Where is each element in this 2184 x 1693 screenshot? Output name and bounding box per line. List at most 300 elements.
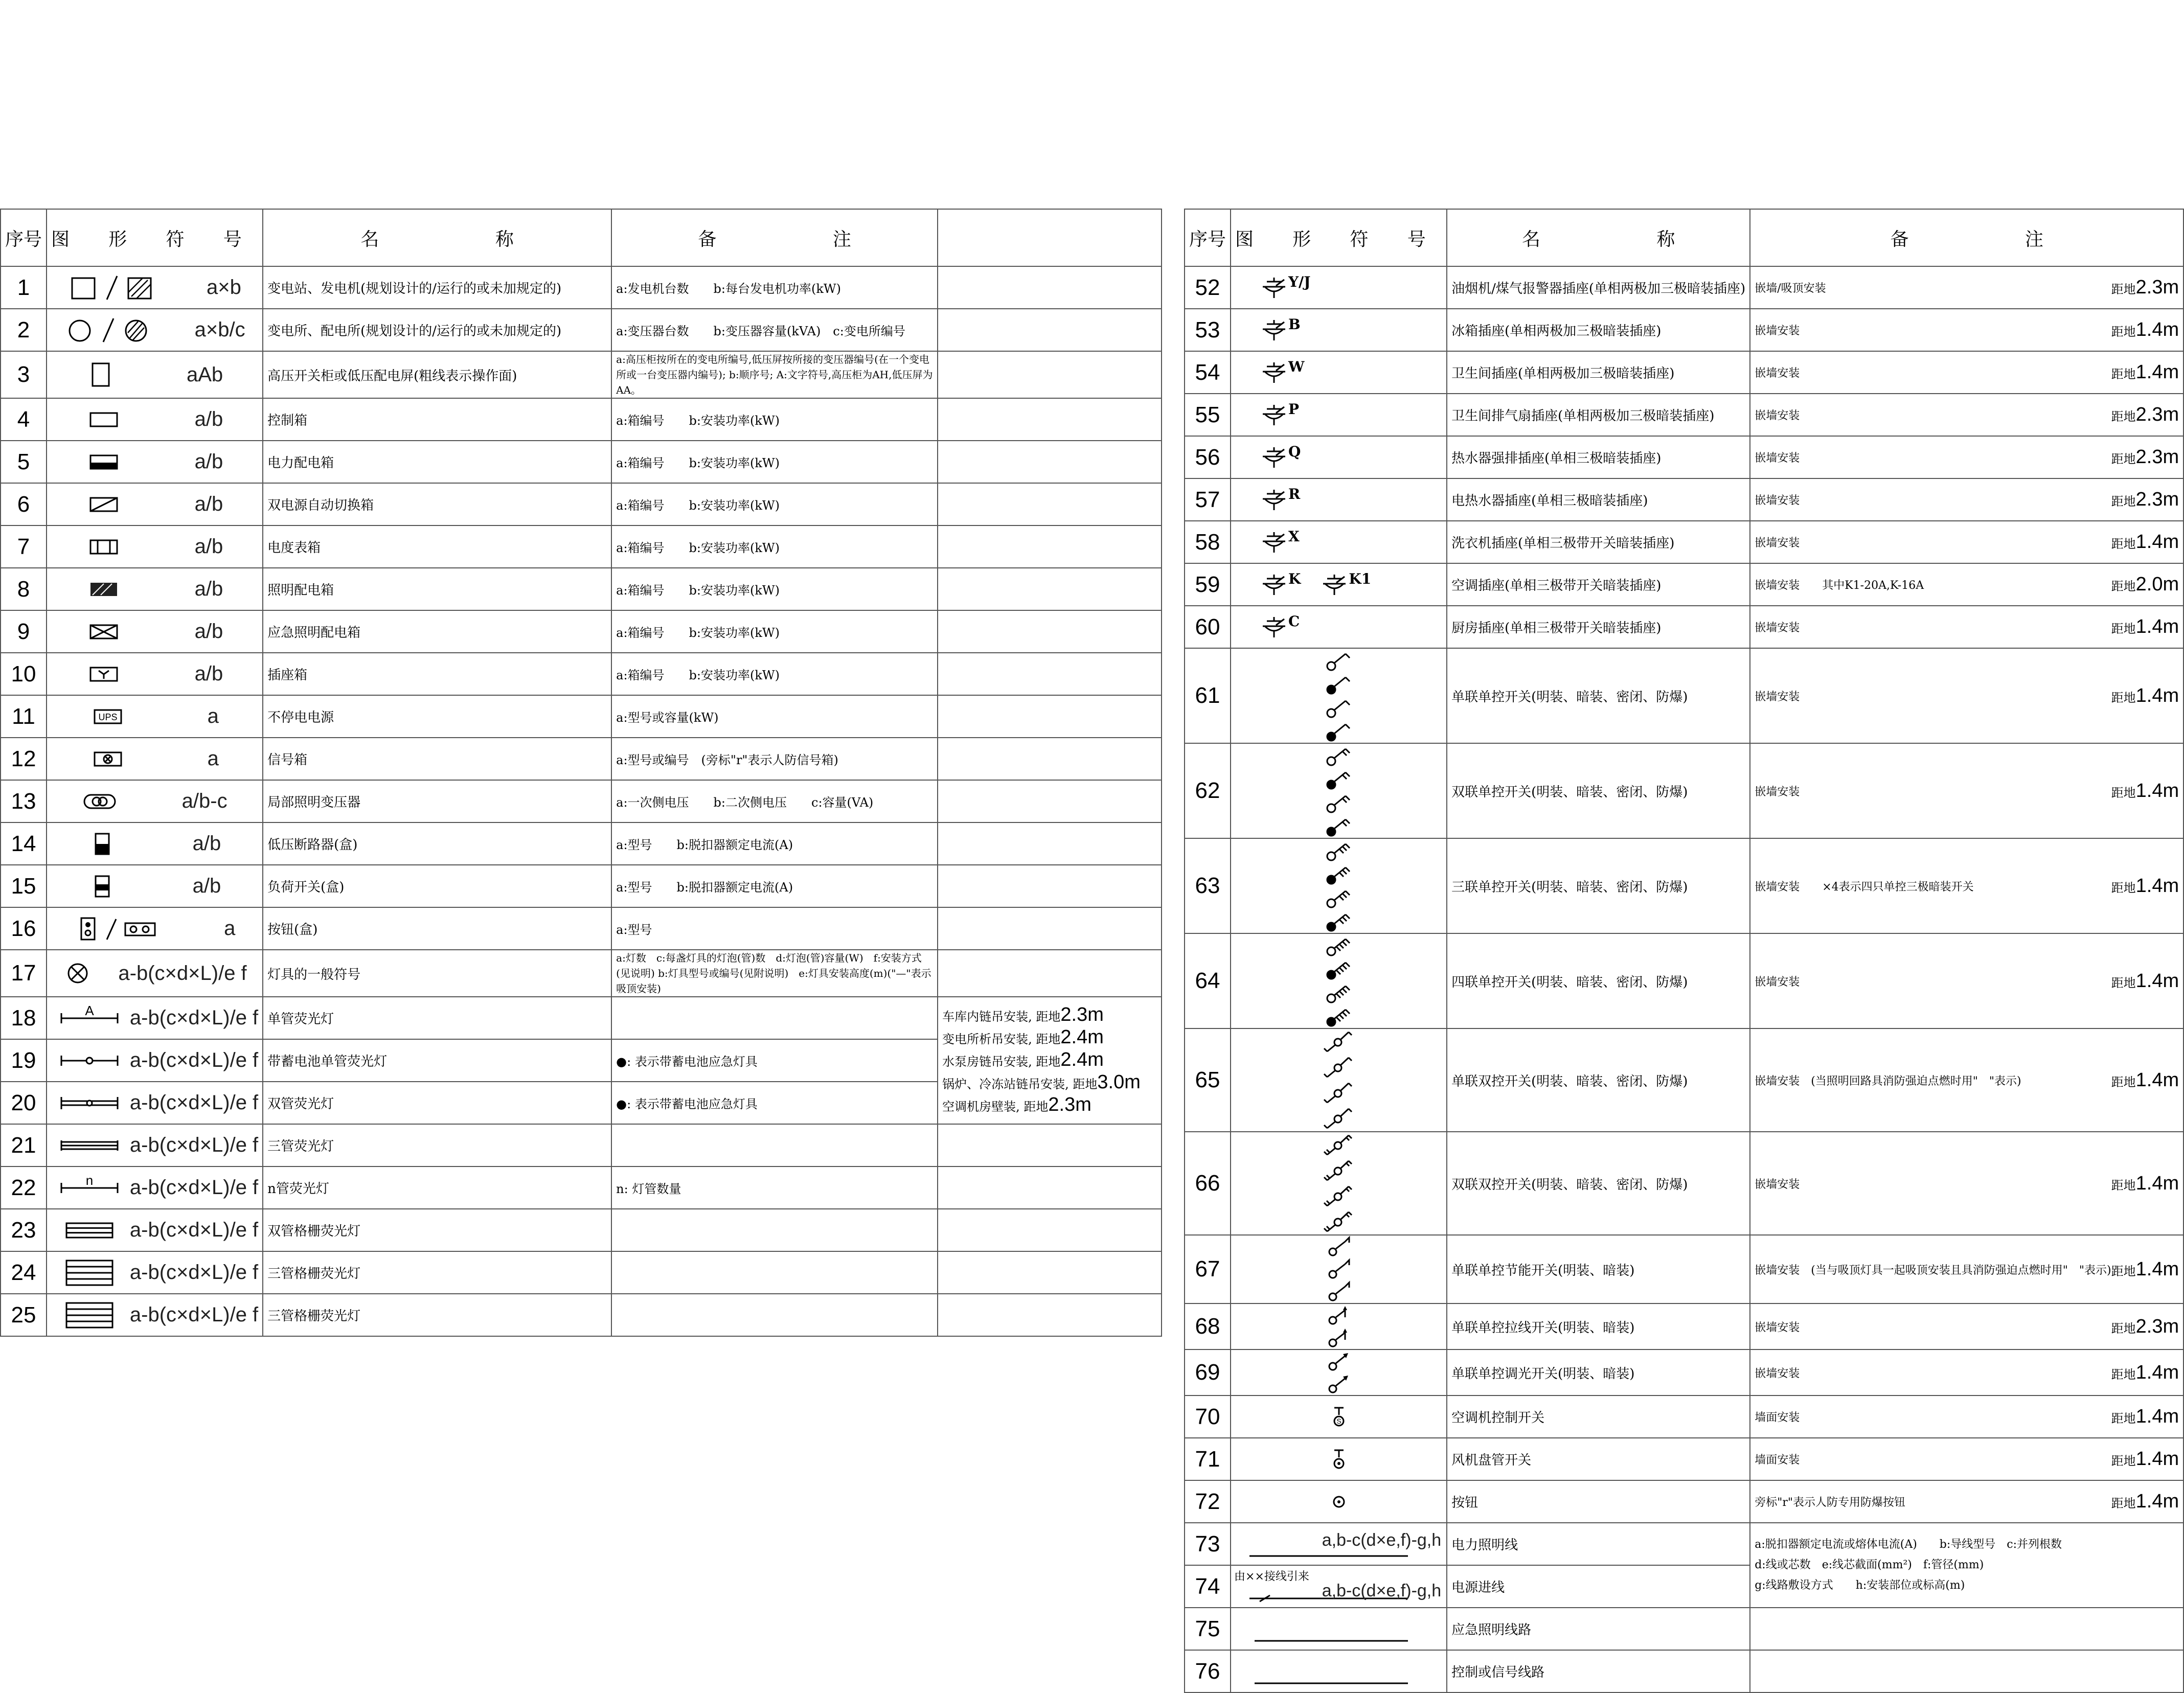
table-row [1185,1235,2183,1303]
item-note: a:一次侧电压 b:二次侧电压 c:容量(VA) [611,780,938,822]
empty-cell [938,525,1162,568]
energy-saving-switch-icon [1326,1236,1352,1303]
item-name: 四联单控开关(明装、暗装、密闭、防爆) [1447,933,1750,1028]
install-height: 距地1.4m [2111,970,2179,992]
row-number: 55 [1185,394,1231,436]
install-height: 距地1.4m [2111,1172,2179,1194]
socket-tag: W [1288,358,1305,375]
table-row [1185,563,2183,606]
row-number: 8 [1,568,47,610]
symbol-cell [1231,1132,1447,1235]
symbol-code: aAb [186,363,223,386]
row-number: 15 [1,865,47,907]
install-method: 嵌墙安装 ×4表示四只单控三极暗装开关 [1755,880,1974,894]
item-name: 厨房插座(单相三极带开关暗装插座) [1447,606,1750,648]
item-note [1750,1303,2183,1349]
table-row [1185,266,2183,309]
item-note [1750,1349,2183,1395]
mounting-note-text: 变电所析吊安装, 距地 [942,1032,1061,1046]
item-name: 单联单控开关(明装、暗装、密闭、防爆) [1447,648,1750,743]
table-row [1185,394,2183,436]
item-name: 应急照明配电箱 [263,610,611,653]
socket-tag: P [1288,401,1300,418]
empty-cell [938,1209,1162,1251]
symbol-code: a/b [194,620,223,643]
mounting-note-value: 2.3m [1048,1093,1091,1115]
symbol-code: a/b [192,832,221,855]
install-height: 距地1.4m [2111,1491,2179,1512]
empty-cell [938,1294,1162,1336]
row-number: 63 [1185,838,1231,933]
mounting-note-line [942,1004,1157,1027]
item-name: 风机盘管开关 [1447,1438,1750,1480]
item-note [1750,838,2183,933]
install-height: 距地1.4m [2111,780,2179,802]
symbol-cell [47,1039,263,1082]
item-note: a:变压器台数 b:变压器容量(kVA) c:变电所编号 [611,309,938,351]
install-height: 距地2.3m [2111,277,2179,298]
symbol-cell [1231,1523,1447,1565]
item-name: 双联双控开关(明装、暗装、密闭、防爆) [1447,1132,1750,1235]
switch-3-icon [1325,839,1353,933]
symbol-cell [47,1166,263,1209]
socket-icon [1260,318,1289,342]
empty-cell [1750,1650,2183,1692]
row-number: 75 [1185,1608,1231,1650]
install-height: 距地1.4m [2111,875,2179,897]
row-number: 71 [1185,1438,1231,1480]
install-height: 距地1.4m [2111,361,2179,383]
table-row [1185,1395,2183,1438]
svg-text:n: n [85,1172,94,1188]
item-note [1750,743,2183,838]
install-method: 嵌墙安装 (当照明回路具消防强迫点燃时用" "表示) [1755,1074,2021,1088]
double-grille-fluorescent-icon [51,1216,128,1245]
row-number: 67 [1185,1235,1231,1303]
symbol-cell [47,1209,263,1251]
row-number: 4 [1,398,47,441]
item-name: 空调机控制开关 [1447,1395,1750,1438]
mounting-note-value: 3.0m [1097,1071,1141,1093]
table-row [1,1166,1162,1209]
table-row [1185,1132,2183,1235]
install-height: 距地1.4m [2111,1069,2179,1091]
empty-cell [938,266,1162,309]
empty-cell [938,483,1162,525]
symbol-code: a/b [194,662,223,685]
item-note: a:型号 b:脱扣器额定电流(A) [611,822,938,865]
item-note [1750,394,2183,436]
symbol-cell [47,309,263,351]
wire-note-line: d:线或芯数 e:线芯截面(mm²) f:管径(mm) [1755,1559,1984,1571]
item-note: ●: 表示带蓄电池应急灯具 [611,1039,938,1082]
symbol-code: a/b [192,875,221,897]
symbol-code: a/b [194,493,223,515]
item-note [1750,1438,2183,1480]
table-row [1,398,1162,441]
item-name: 电力配电箱 [263,441,611,483]
row-number: 72 [1185,1480,1231,1523]
row-number: 61 [1185,648,1231,743]
symbol-code: a-b(c×d×L)/e f [129,1091,259,1114]
symbol-code: a [207,747,219,770]
symbol-code: a-b(c×d×L)/e f [129,1006,259,1029]
item-note: a:高压柜按所在的变电所编号,低压屏按所接的变压器编号(在一个变电所或一台变压器内编号); b:顺序号; A:文字符号,高压柜为AH,低压屏为AA。 [611,351,938,398]
symbol-cell [1231,933,1447,1028]
high-voltage-cabinet-icon [86,362,114,387]
item-note [1750,1132,2183,1235]
table-row [1185,1349,2183,1395]
row-number: 6 [1,483,47,525]
symbol-cell [47,865,263,907]
symbol-code: a-b(c×d×L)/e f [129,1134,259,1156]
item-note: a:型号 b:脱扣器额定电流(A) [611,865,938,907]
symbol-code: a×b/c [194,318,245,341]
install-method: 嵌墙安装 [1755,325,1800,337]
symbol-code: a×b [206,276,241,299]
item-name: 应急照明线路 [1447,1608,1750,1650]
install-height: 距地2.3m [2111,1315,2179,1337]
table-row [1185,1028,2183,1132]
install-method: 嵌墙安装 [1755,1178,1800,1191]
item-note: a:型号 [611,907,938,950]
item-note: ●: 表示带蓄电池应急灯具 [611,1082,938,1124]
empty-cell [938,738,1162,780]
table-row [1,266,1162,309]
dimmer-switch-icon [1326,1350,1352,1395]
item-note [1750,648,2183,743]
item-note [1750,309,2183,351]
table-row [1185,838,2183,933]
row-number: 11 [1,695,47,738]
item-name: 单联单控节能开关(明装、暗装) [1447,1235,1750,1303]
symbol-cell [47,907,263,950]
symbol-code: a/b [194,535,223,558]
item-name: 负荷开关(盒) [263,865,611,907]
symbol-cell [1231,1349,1447,1395]
item-note: a:型号或容量(kW) [611,695,938,738]
symbol-cell [47,568,263,610]
wire-label-note [1750,1523,2183,1608]
item-note [1750,606,2183,648]
fluorescent-mounting-note [938,997,1162,1124]
row-number: 54 [1185,351,1231,394]
row-number: 62 [1185,743,1231,838]
header-symbol: 图 形 符 号 [47,209,263,266]
item-name: 洗衣机插座(单相三极带开关暗装插座) [1447,521,1750,563]
pull-switch-icon [1326,1304,1352,1349]
svg-text:UPS: UPS [98,712,118,722]
empty-cell [938,398,1162,441]
table-row [1,1209,1162,1251]
symbol-cell [47,1124,263,1166]
socket-icon [1260,445,1289,470]
item-note [611,1294,938,1336]
symbol-cell [1231,1650,1447,1692]
mounting-note-value: 2.4m [1060,1048,1104,1070]
table-row [1,738,1162,780]
row-number: 12 [1,738,47,780]
control-signal-line-icon [1239,1673,1418,1690]
symbol-cell [47,1251,263,1294]
item-name: 电度表箱 [263,525,611,568]
item-name: 电源进线 [1447,1565,1750,1608]
row-number: 17 [1,950,47,997]
table-row [1,568,1162,610]
item-note: a:箱编号 b:安装功率(kW) [611,610,938,653]
mounting-note-value: 2.3m [1060,1003,1104,1025]
low-voltage-breaker-icon [88,832,116,856]
lamp-general-icon [62,960,93,986]
emergency-lighting-box-icon [86,621,122,643]
table-row [1,780,1162,822]
row-number: 65 [1185,1028,1231,1132]
symbol-cell [1231,743,1447,838]
install-height: 距地2.0m [2111,574,2179,595]
row-number: 13 [1,780,47,822]
item-note [1750,1480,2183,1523]
socket-tag: K1 [1349,570,1372,587]
row-number: 64 [1185,933,1231,1028]
mounting-note-line [942,1072,1157,1094]
table-row [1185,436,2183,478]
table-row [1185,648,2183,743]
symbol-cell [1231,648,1447,743]
item-name: 控制箱 [263,398,611,441]
mounting-note-text: 锅炉、冷冻站链吊安装, 距地 [942,1077,1098,1091]
local-lighting-transformer-icon [82,791,118,812]
empty-cell [938,1166,1162,1209]
item-note [611,1209,938,1251]
two-way-switch-icon [1324,1029,1354,1131]
row-number: 5 [1,441,47,483]
symbol-cell [47,610,263,653]
table-row [1185,933,2183,1028]
install-method: 嵌墙安装 [1755,690,1800,703]
install-method: 嵌墙安装 [1755,785,1800,798]
header-symbol: 图 形 符 号 [1231,209,1447,266]
ac-control-switch-icon [1325,1406,1353,1428]
symbol-cell [47,266,263,309]
table-row [1185,606,2183,648]
table-row [1185,1438,2183,1480]
table-row [1,610,1162,653]
item-name: 三管荧光灯 [263,1124,611,1166]
install-height: 距地1.4m [2111,684,2179,706]
socket-box-icon [86,664,122,685]
item-name: n管荧光灯 [263,1166,611,1209]
empty-cell [1750,1608,2183,1650]
symbol-cell [1231,606,1447,648]
empty-cell [938,780,1162,822]
table-row [1,695,1162,738]
row-number: 76 [1185,1650,1231,1692]
symbol-cell [47,351,263,398]
load-switch-icon [88,874,116,899]
double-two-way-switch-icon [1324,1132,1354,1234]
mounting-note-text: 车库内链吊安装, 距地 [942,1009,1061,1024]
empty-cell [938,950,1162,997]
substation-circle-icon [64,316,167,344]
header-num: 序号 [1185,209,1231,266]
switch-4-icon [1325,934,1353,1028]
table-row [1,1124,1162,1166]
symbol-cell [1231,521,1447,563]
header-num: 序号 [1,209,47,266]
header-note: 备 注 [611,209,938,266]
install-height: 距地1.4m [2111,319,2179,340]
item-name: 双管荧光灯 [263,1082,611,1124]
install-method: 墙面安装 [1755,1411,1800,1424]
double-fluorescent-icon [51,1089,128,1117]
item-name: 灯具的一般符号 [263,950,611,997]
symbol-cell [1231,309,1447,351]
install-method: 嵌墙安装 [1755,975,1800,989]
item-note: a:箱编号 b:安装功率(kW) [611,441,938,483]
row-number: 57 [1185,478,1231,521]
symbol-cell [1231,1395,1447,1438]
button-box-icon [74,916,176,942]
switch-1-icon [1325,649,1353,743]
push-button-icon [1325,1491,1353,1513]
item-note [1750,436,2183,478]
row-number: 25 [1,1294,47,1336]
row-number: 58 [1185,521,1231,563]
empty-cell [938,1124,1162,1166]
row-number: 60 [1185,606,1231,648]
row-number: 69 [1185,1349,1231,1395]
symbol-cell [47,441,263,483]
item-name: 变电站、发电机(规划设计的/运行的或未加规定的) [263,266,611,309]
symbol-code: a [207,705,219,727]
item-note [1750,266,2183,309]
symbol-code: a-b(c×d×L)/e f [129,1303,259,1326]
row-number: 10 [1,653,47,695]
install-height: 距地1.4m [2111,531,2179,553]
item-note: a:箱编号 b:安装功率(kW) [611,398,938,441]
symbol-cell [47,695,263,738]
symbol-cell [47,950,263,997]
table-row [1,907,1162,950]
item-name: 油烟机/煤气报警器插座(单相两极加三极暗装插座) [1447,266,1750,309]
right-table-body [1185,266,2183,1692]
wire-note-line: g:线路敷设方式 h:安装部位或标高(m) [1755,1579,1965,1592]
item-name: 不停电电源 [263,695,611,738]
symbol-code: a-b(c×d×L)/e f [129,1261,259,1284]
row-number: 19 [1,1039,47,1082]
symbol-cell [47,398,263,441]
substation-square-icon [68,274,170,302]
item-note: a:箱编号 b:安装功率(kW) [611,568,938,610]
install-method: 旁标"r"表示人防专用防爆按钮 [1755,1496,1905,1509]
power-distribution-box-icon [86,451,122,473]
header-note: 备 注 [1750,209,2183,266]
item-note [1750,521,2183,563]
item-name: 局部照明变压器 [263,780,611,822]
symbol-cell [47,780,263,822]
empty-cell [938,610,1162,653]
item-note: a:灯数 c:每盏灯具的灯泡(管)数 d:灯泡(管)容量(W) f:安装方式(见说明) b:灯具型号或编号(见附说明) e:灯具安装高度(m)("—"表示吸顶安装) [611,950,938,997]
item-name: 高压开关柜或低压配电屏(粗线表示操作面) [263,351,611,398]
item-name: 卫生间插座(单相两极加三极暗装插座) [1447,351,1750,394]
socket-tag: Y/J [1288,273,1311,290]
item-name: 双管格栅荧光灯 [263,1209,611,1251]
install-height: 距地2.3m [2111,489,2179,510]
symbol-code: a/b [194,408,223,430]
install-method: 嵌墙安装 [1755,409,1800,422]
control-box-icon [86,409,122,430]
mounting-note-line [942,1027,1157,1049]
item-name: 三联单控开关(明装、暗装、密闭、防爆) [1447,838,1750,933]
item-name: 插座箱 [263,653,611,695]
socket-icon [1260,573,1289,597]
item-note [1750,1028,2183,1132]
row-number: 56 [1185,436,1231,478]
install-height: 距地1.4m [2111,1406,2179,1427]
table-row [1185,478,2183,521]
symbol-code: a-b(c×d×L)/e f [129,1219,259,1241]
symbol-cell [47,483,263,525]
item-name: 冰箱插座(单相两极加三极暗装插座) [1447,309,1750,351]
table-row [1185,1650,2183,1692]
socket-icon [1260,488,1289,512]
item-note: a:型号或编号 (旁标"r"表示人防信号箱) [611,738,938,780]
item-name: 卫生间排气扇插座(单相两极加三极暗装插座) [1447,394,1750,436]
symbol-cell [1231,1303,1447,1349]
line-label: a,b-c(d×e,f)-g,h [1322,1530,1442,1550]
table-row [1185,521,2183,563]
row-number: 53 [1185,309,1231,351]
socket-icon [1260,530,1289,555]
row-number: 7 [1,525,47,568]
empty-cell [938,695,1162,738]
row-number: 21 [1,1124,47,1166]
install-method: 嵌墙安装 [1755,537,1800,550]
emergency-lighting-line-icon [1239,1631,1418,1648]
line-source-tag: 由××接线引来 [1234,1570,1309,1583]
table-row [1185,1480,2183,1523]
table-row [1,525,1162,568]
item-note: a:箱编号 b:安装功率(kW) [611,483,938,525]
install-method: 墙面安装 [1755,1454,1800,1467]
row-number: 14 [1,822,47,865]
right-legend-sheet [1184,209,2184,1693]
symbol-cell [1231,478,1447,521]
row-number: 22 [1,1166,47,1209]
left-table-body [1,266,1162,1336]
row-number: 70 [1185,1395,1231,1438]
install-height: 距地1.4m [2111,1361,2179,1383]
symbol-cell [1231,266,1447,309]
row-number: 2 [1,309,47,351]
item-name: 单联单控拉线开关(明装、暗装) [1447,1303,1750,1349]
symbol-cell [1231,1565,1447,1608]
symbol-cell [1231,394,1447,436]
item-name: 单管荧光灯 [263,997,611,1039]
empty-cell [938,865,1162,907]
symbol-cell [47,1082,263,1124]
left-legend-table [0,209,1162,1337]
battery-fluorescent-icon [51,1046,128,1075]
item-name: 三管格栅荧光灯 [263,1251,611,1294]
socket-icon [1260,615,1289,639]
symbol-code: a/b [194,450,223,473]
item-note: a:箱编号 b:安装功率(kW) [611,525,938,568]
symbol-cell [47,997,263,1039]
install-method: 嵌墙安装 [1755,452,1800,465]
item-name: 单联双控开关(明装、暗装、密闭、防爆) [1447,1028,1750,1132]
wire-note-line: a:脱扣器额定电流或熔体电流(A) b:导线型号 c:并列根数 [1755,1538,2062,1551]
